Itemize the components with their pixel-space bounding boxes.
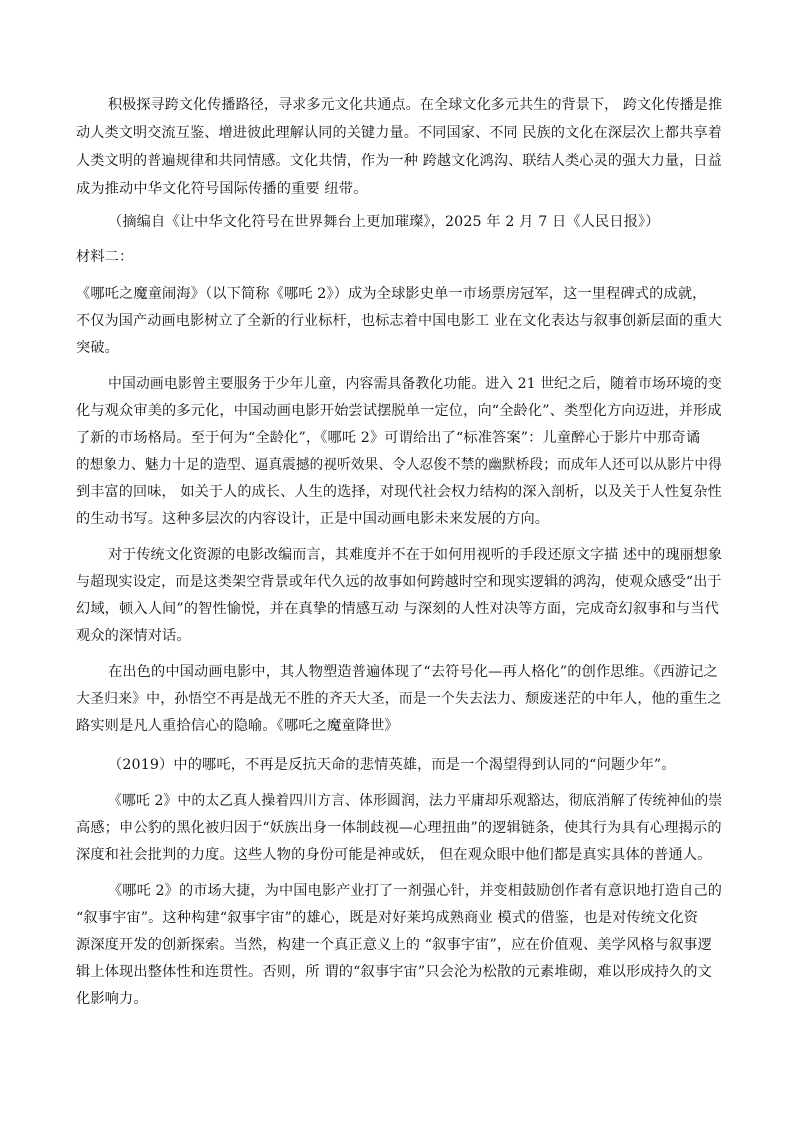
source-citation: （摘编自《让中华文化符号在世界舞台上更加璀璨》，2025 年 2 月 7 日《人民日报》） [108, 214, 660, 230]
paragraph-7-line-1: 《哪吒 2》中的太乙真人操着四川方言、体形圆润，法力平庸却乐观豁达，彻底消解了传统神仙的崇 [108, 793, 723, 809]
paragraph-3-line-4: 的想象力、魅力十足的造型、逼真震撼的视听效果、令人忍俊不禁的幽默桥段；而成年人还可以从影片中得 [76, 457, 722, 473]
paragraph-8-line-2: “叙事宇宙”。这种构建“叙事宇宙”的雄心，既是对好莱坞成熟商业 模式的借鉴，也是对传统文化资 [76, 910, 699, 926]
paragraph-4-line-4: 观众的深情对话。 [76, 628, 191, 644]
paragraph-3-line-5: 到丰富的回味， 如关于人的成长、人生的选择，对现代社会权力结构的深入剖析，以及关于人性复杂性 [76, 484, 722, 500]
paragraph-8-line-1: 《哪吒 2》的市场大捷，为中国电影产业打了一剂强心针，并变相鼓励创作者有意识地打造自己的 [108, 883, 723, 899]
paragraph-2-line-2: 不仅为国产动画电影树立了全新的行业标杆，也标志着中国电影工 业在文化表达与叙事创新层面的重大 [76, 313, 722, 329]
paragraph-8-line-5: 化影响力。 [76, 991, 148, 1007]
paragraph-4-line-2: 与超现实设定，而是这类架空背景或年代久远的故事如何跨越时空和现实逻辑的鸿沟，使观众感受“出于 [76, 574, 722, 590]
paragraph-3-line-3: 了新的市场格局。至于何为“全龄化”，《哪吒 2》可谓给出了“标准答案”：儿童醉心于影片中那奇谲 [76, 430, 701, 446]
paragraph-5-line-1: 在出色的中国动画电影中，其人物塑造普遍体现了“去符号化—再人格化”的创作思维。《西游记之 [108, 664, 718, 680]
paragraph-8-line-4: 辑上体现出整体性和连贯性。否则，所 谓的“叙事宇宙”只会沦为松散的元素堆砌，难以形成持久的文 [76, 964, 712, 980]
paragraph-5-line-3: 路实则是凡人重拾信心的隐喻。《哪吒之魔童降世》 [76, 718, 399, 734]
paragraph-2-line-3: 突破。 [76, 340, 120, 356]
paragraph-4-line-3: 幻域，顿入人间”的智性愉悦，并在真挚的情感互动 与深刻的人性对决等方面，完成奇幻叙事和与当代 [76, 601, 719, 617]
paragraph-3-line-2: 化与观众审美的多元化，中国动画电影开始尝试摆脱单一定位，向“全龄化”、类型化方向迈进，并形成 [76, 403, 722, 419]
paragraph-5-line-2: 大圣归来》中，孙悟空不再是战无不胜的齐天大圣，而是一个失去法力、颓废迷茫的中年人，他的重生之 [76, 691, 722, 707]
paragraph-1-line-4: 成为推动中华文化符号国际传播的重要 纽带。 [76, 181, 368, 197]
paragraph-6-line-1: （2019）中的哪吒，不再是反抗天命的悲情英雄，而是一个渴望得到认同的“问题少年”。 [108, 757, 676, 773]
paragraph-4-line-1: 对于传统文化资源的电影改编而言，其难度并不在于如何用视听的手段还原文字描 述中的瑰丽想象 [108, 547, 723, 563]
paragraph-8-line-3: 源深度开发的创新探索。当然，构建一个真正意义上的 “叙事宇宙”，应在价值观、美学风格与叙事逻 [76, 937, 712, 953]
paragraph-1-line-3: 人类文明的普遍规律和共同情感。文化共情，作为一种 跨越文化鸿沟、联结人类心灵的强大力量，日益 [76, 153, 722, 169]
section-heading-material-2: 材料二： [76, 249, 134, 265]
paragraph-3-line-1: 中国动画电影曾主要服务于少年儿童，内容需具备教化功能。进入 21 世纪之后，随着市场环境的变 [108, 376, 722, 392]
paragraph-1-line-1: 积极探寻跨文化传播路径，寻求多元文化共通点。在全球文化多元共生的背景下， 跨文化传播是推 [108, 97, 723, 113]
paragraph-2-line-1: 《哪吒之魔童闹海》（以下简称《哪吒 2》）成为全球影史单一市场票房冠军，这一里程碑式的成就， [76, 286, 707, 302]
paragraph-7-line-3: 深度和社会批判的力度。这些人物的身份可能是神或妖， 但在观众眼中他们都是真实具体的普通人。 [76, 847, 712, 863]
paragraph-7-line-2: 高感；申公豹的黑化被归因于“妖族出身一体制歧视—心理扭曲”的逻辑链条，使其行为具有心理揭示的 [76, 820, 722, 836]
paragraph-3-line-6: 的生动书写。这种多层次的内容设计，正是中国动画电影未来发展的方向。 [76, 511, 550, 527]
paragraph-1-line-2: 动人类文明交流互鉴、增进彼此理解认同的关键力量。不同国家、不同 民族的文化在深层次上都共享着 [76, 125, 722, 141]
